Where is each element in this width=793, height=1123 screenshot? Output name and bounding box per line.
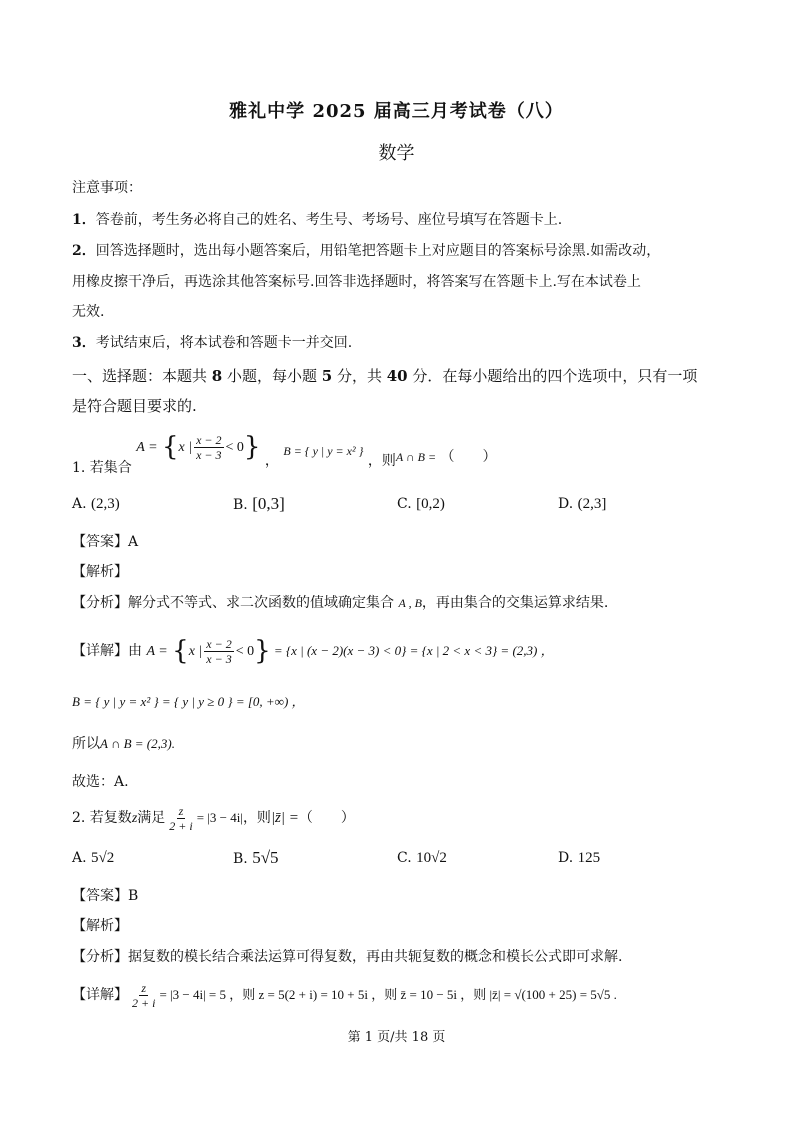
q1-detail-b: B = { y | y = x² } = { y | y ≥ 0 } = [0, +∞) ，	[72, 694, 305, 709]
points-each: 5	[321, 367, 333, 385]
section-heading-cont: 是符合题目要求的.	[72, 397, 197, 415]
q2-frac	[167, 804, 194, 833]
option-label: D.	[558, 850, 574, 866]
fenxi-vars: A , B	[398, 596, 422, 610]
fenxi-text: ，再由集合的交集运算求结果.	[421, 595, 609, 611]
q2-fenxi	[72, 947, 622, 967]
option-value: 5√5	[252, 848, 279, 867]
q2-analysis-tag: 【解析】	[72, 918, 128, 934]
q1-option-d	[558, 494, 606, 514]
exam-title: 雅礼中学 2025 届高三月考试卷（八）	[229, 101, 564, 122]
q1-a-frac	[194, 433, 223, 462]
answer-value: B	[128, 888, 139, 904]
fenxi-text: 解分式不等式、求二次函数的值域确定集合	[128, 595, 394, 611]
detail-tag: 【详解】	[72, 987, 128, 1003]
option-value: (2,3]	[577, 496, 607, 512]
fenxi-text: 据复数的模长结合乘法运算可得复数，再由共轭复数的概念和模长公式即可求解.	[128, 949, 623, 965]
frac-num: z	[178, 803, 184, 818]
notice-num: 3．	[72, 335, 96, 351]
q2-paren: （ ）	[298, 810, 355, 826]
detail-a-frac	[204, 637, 233, 666]
detail-math: = {x | (x − 2)(x − 3) < 0} = {x | 2 < x < 3} = (2,3) ，	[270, 643, 554, 658]
q2-detail-frac	[130, 981, 157, 1010]
notice-2	[72, 241, 660, 261]
notice-text: 回答选择题时，选出每小题答案后，用铅笔把答题卡上对应题目的答案标号涂黑.如需改动，	[95, 243, 661, 259]
brace-open: {	[172, 636, 189, 666]
section-text: 一、选择题：本题共	[72, 367, 212, 385]
subject-title: 数学	[378, 143, 415, 164]
detail-a-rhs: < 0	[235, 644, 255, 659]
detail-text: 由	[128, 643, 142, 659]
q2-detail	[72, 977, 617, 1013]
section-heading	[72, 366, 697, 386]
option-value: [0,3]	[252, 494, 285, 513]
q1-paren: （ ）	[440, 449, 497, 465]
option-label: A.	[72, 850, 87, 866]
option-value: 125	[577, 850, 601, 866]
option-label: D.	[558, 496, 574, 512]
page-footer: 第 1 页/共 18 页	[347, 1030, 446, 1045]
notice-num: 1．	[72, 212, 96, 228]
q2-text: ，则	[242, 810, 271, 826]
answer-value: A	[128, 534, 139, 550]
q2-option-a	[72, 848, 114, 868]
q1-set-a	[136, 432, 265, 462]
brace-close: }	[254, 636, 271, 666]
q2-var: z	[131, 811, 138, 826]
notice-1	[72, 210, 562, 230]
frac-den: x − 3	[196, 447, 222, 462]
option-value: 5√2	[91, 850, 115, 866]
option-label: A.	[72, 496, 87, 512]
option-label: B.	[233, 497, 248, 513]
q1-detail	[72, 633, 554, 669]
q1-a-rhs: < 0	[225, 440, 244, 455]
option-value: (2,3)	[91, 496, 120, 512]
detail-tag: 【详解】	[72, 643, 128, 659]
detail-a-var: x |	[188, 644, 203, 659]
answer-tag: 【答案】	[72, 534, 128, 550]
frac-den: 2 + i	[169, 818, 193, 833]
section-text: 分．在每小题给出的四个选项中，只有一项	[407, 367, 698, 385]
q1-option-a	[72, 494, 120, 514]
section-text: 分，共	[332, 367, 387, 385]
notice-header: 注意事项：	[72, 180, 142, 196]
frac-den: x − 3	[206, 651, 232, 666]
notice-text: 答卷前，考生务必将自己的姓名、考生号、考场号、座位号填写在答题卡上.	[95, 212, 563, 228]
q2-ask: |z̄| =	[270, 810, 299, 826]
notice-num: 2．	[72, 243, 96, 259]
option-value: 10√2	[416, 850, 447, 866]
q1-then: ，则	[367, 453, 396, 469]
frac-num: x − 2	[196, 432, 222, 447]
detail-math: = |3 − 4i| = 5 ，则 z = 5(2 + i) = 10 + 5i ，则 z̄ = 10 − 5i ，则 |z̄| = √(100 + 25) = 5√5 .	[159, 987, 617, 1002]
q1-prefix: 1. 若集合	[72, 460, 132, 476]
notice-3	[72, 333, 352, 353]
q1-ask: A ∩ B =	[395, 450, 437, 464]
fenxi-tag: 【分析】	[72, 949, 128, 965]
q2-option-b	[233, 848, 279, 869]
detail-a-lhs: A =	[146, 644, 168, 659]
frac-num: x − 2	[206, 636, 232, 651]
frac-den: 2 + i	[132, 995, 156, 1010]
question-2	[72, 800, 355, 836]
option-label: C.	[397, 496, 412, 512]
q2-prefix: 2. 若复数	[72, 810, 132, 826]
q2-text: 满足	[137, 810, 166, 826]
question-count: 8	[211, 367, 223, 385]
q2-rhs: = |3 − 4i|	[196, 810, 243, 825]
q2-option-d	[558, 848, 600, 868]
answer-tag: 【答案】	[72, 888, 128, 904]
q1-option-c	[397, 494, 445, 514]
brace-close: }	[243, 432, 261, 462]
fenxi-tag: 【分析】	[72, 595, 128, 611]
points-total: 40	[386, 367, 408, 385]
notice-2-end: 无效.	[72, 304, 105, 320]
q2-answer	[72, 886, 138, 906]
option-value: [0,2)	[416, 496, 445, 512]
q2-option-c	[397, 848, 447, 868]
brace-open: {	[161, 432, 179, 462]
section-text: 小题，每小题	[222, 367, 322, 385]
q1-choose: 故选：A.	[72, 774, 129, 790]
q1-option-b	[233, 494, 285, 515]
q1-fenxi	[72, 593, 608, 613]
question-1	[72, 432, 497, 476]
so-text: 所以	[72, 736, 100, 752]
q1-comma: ，	[264, 453, 279, 469]
q1-set-b: B = { y | y = x² }	[283, 444, 364, 458]
q1-answer	[72, 532, 138, 552]
so-expr: A ∩ B = (2,3).	[100, 736, 175, 751]
q1-analysis-tag: 【解析】	[72, 564, 128, 580]
frac-num: z	[141, 980, 147, 995]
q1-a-lhs: A =	[136, 440, 158, 455]
notice-text: 考试结束后，将本试卷和答题卡一并交回.	[95, 335, 353, 351]
option-label: C.	[397, 850, 412, 866]
notice-2-cont: 用橡皮擦干净后，再选涂其他答案标号.回答非选择题时，将答案写在答题卡上.写在本试卷上	[72, 274, 641, 290]
option-label: B.	[233, 851, 248, 867]
q1-a-var: x |	[178, 440, 193, 455]
q1-so	[72, 734, 175, 754]
